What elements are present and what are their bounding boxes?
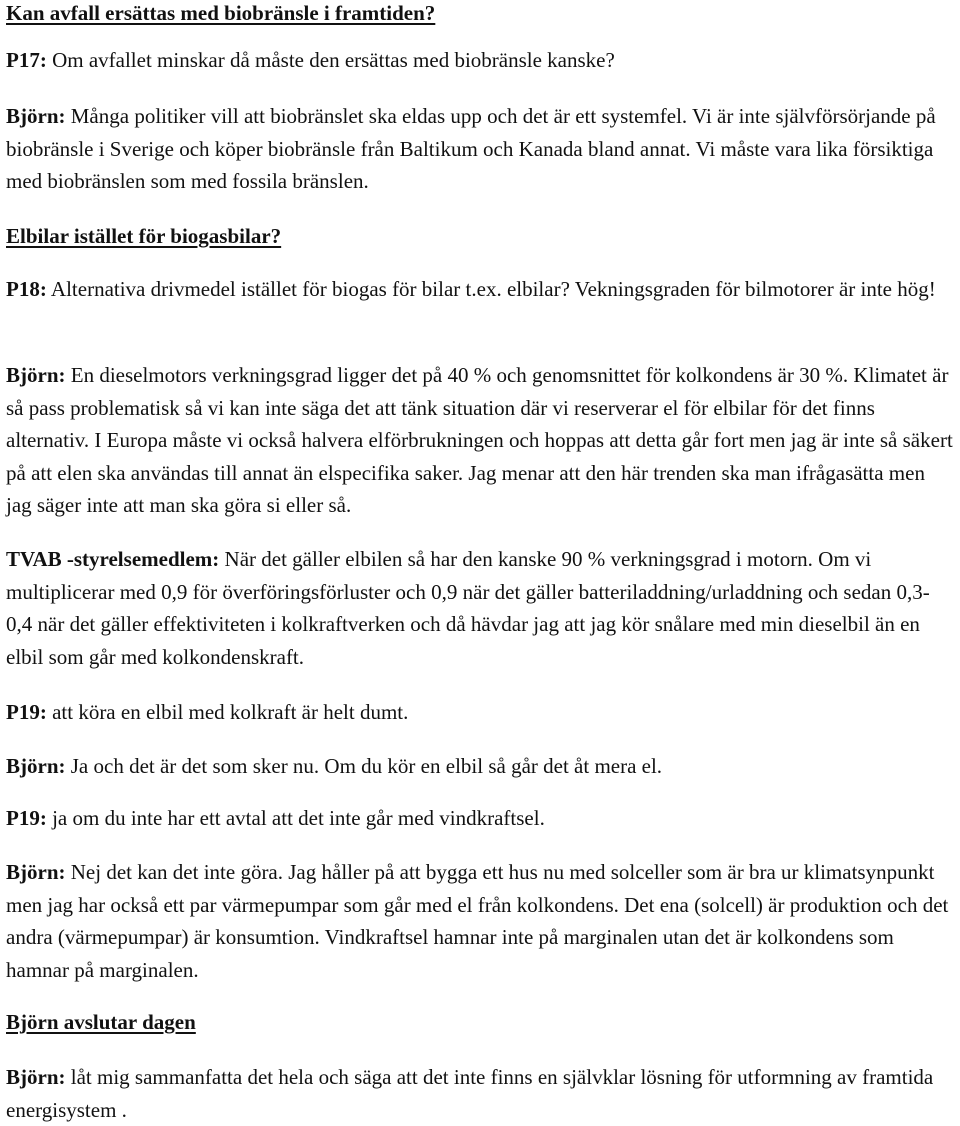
speaker-label: TVAB -styrelsemedlem: [6,547,220,571]
paragraph-bjorn-1 [6,100,954,198]
speaker-label: P17: [6,48,47,72]
paragraph-text: Om avfallet minskar då måste den ersättas med biobränsle kanske? [46,48,615,72]
speaker-label: Björn: [6,363,66,387]
paragraph-bjorn-4 [6,856,954,986]
section-heading-electric-cars: Elbilar istället för biogasbilar? [6,224,282,248]
paragraph-text: låt mig sammanfatta det hela och säga att det inte finns en självklar lösning för utformning av framtida energisystem . [6,1065,934,1122]
paragraph-tvab [6,543,954,673]
paragraph-bjorn-3 [6,750,954,783]
speaker-label: Björn: [6,1065,66,1089]
speaker-label: Björn: [6,754,66,778]
paragraph-text: En dieselmotors verkningsgrad ligger det på 40 % och genomsnittet för kolkondens är 30 %. Klimatet är så pass problematisk så vi kan inte säga det att tänk situation där vi reserverar el för elbilar för det finns alternativ. I Europa måste vi också halvera elförbrukningen och hoppas att detta går fort men jag är inte så säkert på att elen ska användas till annat än elspecifika saker. Jag menar att den här trenden ska man ifrågasätta men jag säger inte att man ska göra si eller så. [6,363,953,517]
speaker-label: Björn: [6,104,66,128]
paragraph-text: Ja och det är det som sker nu. Om du kör en elbil så går det åt mera el. [65,754,663,778]
paragraph-p19-1 [6,696,954,729]
paragraph-text: Alternativa drivmedel istället för biogas för bilar t.ex. elbilar? Vekningsgraden för bilmotorer är inte hög! [46,277,936,301]
paragraph-p19-2 [6,802,954,835]
paragraph-p17 [6,44,954,77]
speaker-label: Björn: [6,860,66,884]
paragraph-text: Nej det kan det inte göra. Jag håller på att bygga ett hus nu med solceller som är bra ur klimatsynpunkt men jag har också ett par värmepumpar som går med el från kolkondens. Det ena (solcell) är produktion och det andra (värmepumpar) är konsumtion. Vindkraftsel hamnar inte på marginalen utan det är kolkondens som hamnar på marginalen. [6,860,949,982]
paragraph-text: Många politiker vill att biobränslet ska eldas upp och det är ett systemfel. Vi är inte självförsörjande på biobränsle i Sverige och köper biobränsle från Baltikum och Kanada bland annat. Vi måste vara lika försiktiga med biobränslen som med fossila bränslen. [6,104,936,193]
paragraph-text: att köra en elbil med kolkraft är helt dumt. [46,700,409,724]
speaker-label: P18: [6,277,47,301]
section-heading-closing: Björn avslutar dagen [6,1010,196,1034]
speaker-label: P19: [6,700,47,724]
paragraph-bjorn-2 [6,359,954,522]
paragraph-text: ja om du inte har ett avtal att det inte går med vindkraftsel. [46,806,545,830]
section-heading-biofuel: Kan avfall ersättas med biobränsle i framtiden? [6,1,436,25]
speaker-label: P19: [6,806,47,830]
paragraph-text: När det gäller elbilen så har den kanske 90 % verkningsgrad i motorn. Om vi multiplicerar med 0,9 för överföringsförluster och 0,9 när det gäller batteriladdning/urladdning och sedan 0,3-0,4 när det gäller effektiviteten i kolkraftverken och då hävdar jag att jag kör snålare med min dieselbil än en elbil som går med kolkondenskraft. [6,547,930,669]
paragraph-bjorn-5 [6,1061,954,1126]
paragraph-p18 [6,273,954,306]
